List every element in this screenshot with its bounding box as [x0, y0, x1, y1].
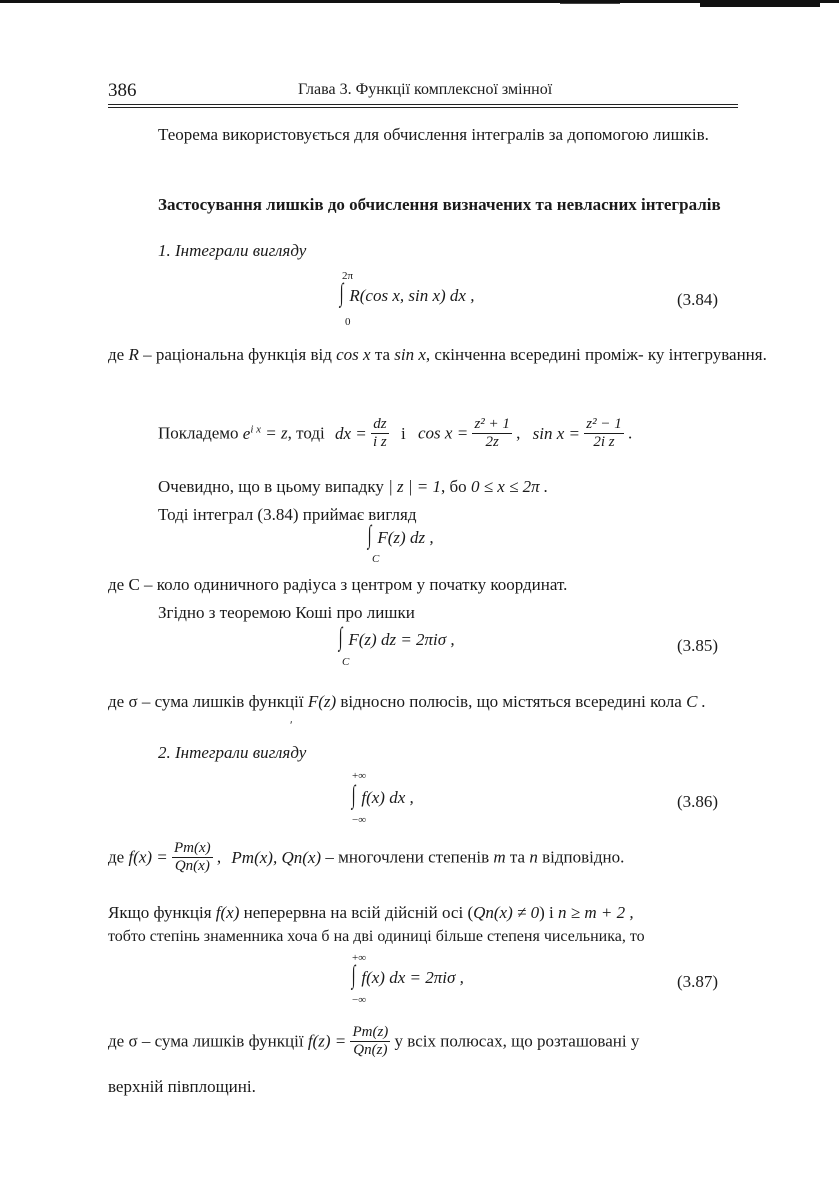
page-number: 386	[108, 80, 137, 101]
Qn-ne-0: Qn(x) ≠ 0	[473, 903, 540, 922]
frac-sin-num: z² − 1	[586, 416, 622, 432]
p3-a: Покладемо	[158, 423, 239, 443]
substitution-line: Покладемо $e^{i x} = z$, тоді dx = $\frac{dz}{\text{i z}}$ і cos x = $\frac{\text{z² + 1}}{2z}$ , sin x = $\frac{\text{z² − 1}}{\text{2i z}}$ .	[158, 416, 633, 450]
eq-z: = z	[265, 423, 288, 443]
frac-PmQn-x	[172, 840, 213, 875]
p10-a: Якщо функція	[108, 903, 212, 922]
abs-z: | z | = 1	[388, 477, 442, 496]
p3-b: , тоді	[287, 423, 325, 443]
header-rule-2	[108, 107, 738, 108]
var-R: R	[128, 345, 139, 364]
e-exponent: i x	[250, 423, 262, 436]
p2-c: та	[374, 345, 391, 364]
frac-cos-num: z² + 1	[474, 416, 510, 432]
equation-3-85	[337, 622, 455, 652]
frac-Pm-z: Pm(z)	[352, 1024, 389, 1040]
equation-contour-Fz	[366, 520, 434, 550]
integral-sign-c1: ∫	[367, 520, 372, 549]
fx-eq: f(x) =	[128, 847, 168, 867]
integral-sign: ∫	[339, 278, 344, 307]
int-upper-limit: 2π	[342, 270, 354, 282]
frac-dz-iz	[371, 416, 389, 451]
p8-a: де σ – сума лишків функції	[108, 692, 304, 711]
scan-speck: ʹ	[290, 718, 293, 732]
p2-d: , скінченна всередині проміж- ку інтегрування.	[425, 345, 767, 364]
item-2-heading	[158, 742, 306, 764]
p12-b: у всіх полюсах, що розташовані у	[394, 1031, 640, 1051]
equation-number-3-86: (3.86)	[677, 792, 719, 811]
integral-sign-inf-2: ∫	[351, 960, 356, 989]
int-lower-inf-2: −∞	[352, 994, 367, 1006]
fz-eq: f(z) =	[307, 1031, 347, 1051]
dx-eq: dx =	[334, 423, 367, 443]
paragraph-continuity	[108, 902, 634, 924]
p9-b: – многочлени степенів	[325, 847, 490, 867]
frac-cos	[472, 416, 511, 451]
paragraph-sigma-def-2	[108, 1024, 639, 1059]
n-ge-m2: n ≥ m + 2 ,	[557, 903, 634, 922]
equation-number-3-84: (3.84)	[677, 290, 719, 309]
cos-x: cos x	[336, 345, 371, 364]
int-lower-limit: 0	[345, 316, 351, 328]
eq-3-86-body: f(x) dx ,	[361, 788, 414, 807]
frac-sin	[584, 416, 623, 451]
eq-3-87-body: f(x) dx = 2πiσ ,	[361, 968, 464, 987]
C-label: C .	[686, 692, 706, 711]
eq-Fz-body: F(z) dz ,	[377, 528, 434, 547]
e-base: e	[242, 423, 251, 443]
header-rule	[108, 104, 738, 105]
section-heading: Застосування лишків до обчислення визначених та невласних інтегралів	[158, 195, 721, 214]
p10-b: неперервна на всій дійсній осі (	[243, 903, 474, 922]
paragraph-degree: тобто степінь знаменника хоча б на дві одиниці більше степеня чисельника, то	[108, 928, 645, 945]
item-1-heading	[158, 240, 306, 262]
running-title: Глава 3. Функції комплексної змінної	[298, 81, 553, 98]
int-upper-inf-2: +∞	[352, 952, 367, 964]
int-lower-inf: −∞	[352, 814, 367, 826]
sin-eq: sin x =	[532, 423, 581, 443]
sin-x: sin x	[394, 345, 426, 364]
int-upper-inf: +∞	[352, 770, 367, 782]
x-range: 0 ≤ x ≤ 2π .	[470, 477, 549, 496]
p9-c: та	[509, 847, 526, 867]
paragraph-abs-z	[158, 476, 548, 498]
F-z: F(z)	[307, 692, 337, 711]
var-n: n	[529, 847, 538, 867]
paragraph-fx-def: де f(x) = $\frac{Pm(x)}{Qn(x)}$ , Pm(x), Qn(x) – многочлени степенів m та n відповідно.	[108, 840, 625, 874]
cos-eq: cos x =	[418, 423, 469, 443]
frac-sin-den: 2i z	[584, 433, 623, 451]
integral-sign-inf: ∫	[351, 780, 356, 809]
equation-3-86	[350, 780, 414, 810]
frac-dz-den: i z	[373, 434, 387, 450]
Pm-Qn: Pm(x), Qn(x)	[231, 847, 322, 867]
frac-Pm-x: Pm(x)	[174, 840, 211, 856]
integral-sign-c2: ∫	[338, 622, 343, 651]
eq-3-84-body: R(cos x, sin x) dx ,	[349, 286, 475, 305]
p10-c: ) і	[539, 903, 554, 922]
frac-Qn-z: Qn(z)	[350, 1041, 390, 1059]
equation-3-87	[350, 960, 464, 990]
p4-b: , бо	[441, 477, 467, 496]
e-ix	[243, 424, 261, 443]
item-1-text: 1. Інтеграли вигляду	[158, 241, 307, 260]
frac-cos-den: 2z	[472, 433, 511, 451]
paragraph-C-definition: де C – коло одиничного радіуса з центром у початку координат.	[108, 575, 568, 594]
item-2-text: 2. Інтеграли вигляду	[158, 743, 307, 762]
paragraph-theorem-usage: Теорема використовується для обчислення інтегралів за допомогою лишків.	[158, 125, 709, 144]
equation-number-3-85: (3.85)	[677, 636, 719, 655]
p2-b: – раціональна функція від	[143, 345, 332, 364]
frac-dz-num: dz	[373, 416, 387, 432]
var-m: m	[493, 847, 506, 867]
f-x: f(x)	[215, 903, 240, 922]
p9-a: де	[108, 847, 125, 867]
int-lower-C-2: C	[342, 656, 350, 668]
equation-3-84	[338, 278, 474, 308]
p8-b: відносно полюсів, що містяться всередині кола	[340, 692, 682, 711]
running-header	[108, 80, 738, 104]
paragraph-integral-form: Тоді інтеграл (3.84) приймає вигляд	[158, 505, 417, 524]
paragraph-cauchy: Згідно з теоремою Коші про лишки	[158, 603, 415, 622]
p9-d: відповідно.	[542, 847, 625, 867]
frac-PmQn-z	[350, 1024, 390, 1059]
p2-a: де	[108, 345, 125, 364]
frac-Qn-x: Qn(x)	[172, 857, 213, 875]
paragraph-R-definition	[108, 344, 767, 366]
paragraph-upper-halfplane: верхній півплощині.	[108, 1077, 256, 1096]
p4-a: Очевидно, що в цьому випадку	[158, 477, 384, 496]
eq-3-85-body: F(z) dz = 2πiσ ,	[348, 630, 455, 649]
p12-a: де σ – сума лишків функції	[108, 1031, 304, 1051]
paragraph-sigma-def	[108, 688, 738, 716]
int-lower-C-1: C	[372, 553, 380, 565]
p3-c: і	[401, 423, 406, 443]
equation-number-3-87: (3.87)	[677, 972, 719, 991]
